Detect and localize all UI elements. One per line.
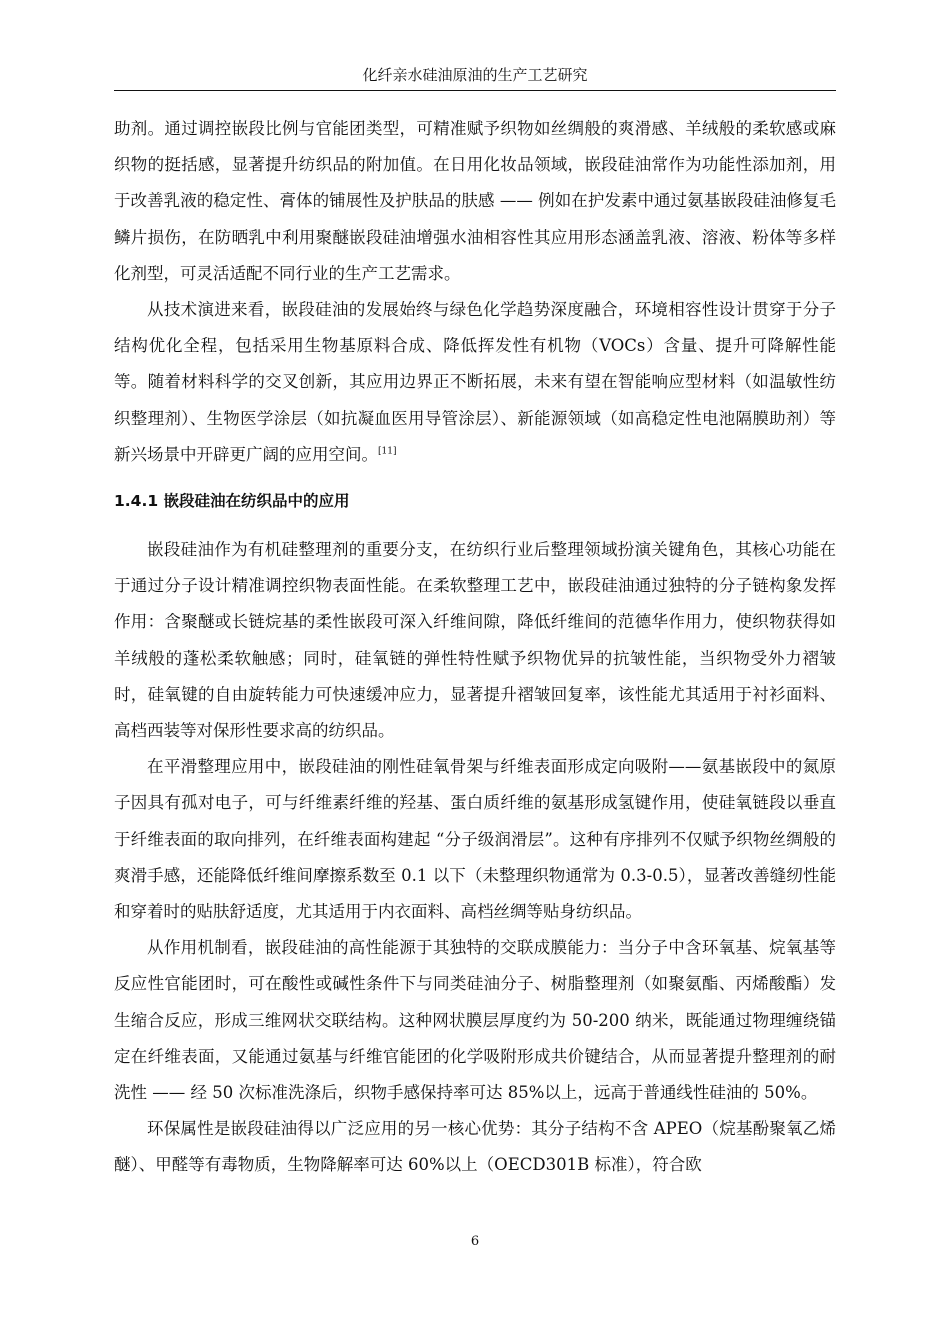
page-body — [114, 111, 836, 1184]
paragraph-text: 从技术演进来看，嵌段硅油的发展始终与绿色化学趋势深度融合，环境相容性设计贯穿于分子结构优化全程，包括采用生物基原料合成、降低挥发性有机物（VOCs）含量、提升可降解性能等。随着材料科学的交叉创新，其应用边界正不断拓展，未来有望在智能响应型材料（如温敏性纺织整理剂）、生物医学涂层（如抗凝血医用导管涂层）、新能源领域（如高稳定性电池隔膜助剂）等新兴场景中开辟更广阔的应用空间。 — [114, 300, 836, 464]
section-heading: 1.4.1 嵌段硅油在纺织品中的应用 — [114, 492, 350, 511]
paragraph-continued: 助剂。通过调控嵌段比例与官能团类型，可精准赋予织物如丝绸般的爽滑感、羊绒般的柔软感或麻织物的挺括感，显著提升纺织品的附加值。在日用化妆品领域，嵌段硅油常作为功能性添加剂，用于改善乳液的稳定性、膏体的铺展性及护肤品的肤感 —— 例如在护发素中通过氨基嵌段硅油修复毛鳞片损伤，在防晒乳中利用聚醚嵌段硅油增强水油相容性其应用形态涵盖乳液、溶液、粉体等多样化剂型，可灵活适配不同行业的生产工艺需求。 — [114, 119, 836, 283]
paragraph-smoothing: 在平滑整理应用中，嵌段硅油的刚性硅氧骨架与纤维表面形成定向吸附——氨基嵌段中的氮原子因具有孤对电子，可与纤维素纤维的羟基、蛋白质纤维的氨基形成氢键作用，使硅氧链段以垂直于纤维表面的取向排列，在纤维表面构建起 “分子级润滑层”。这种有序排列不仅赋予织物丝绸般的爽滑手感，还能降低纤维间摩擦系数至 0.1 以下（未整理织物通常为 0.3-0.5），显著改善缝纫性能和穿着时的贴肤舒适度，尤其适用于内衣面料、高档丝绸等贴身纺织品。 — [114, 757, 836, 922]
paragraph-environment: 环保属性是嵌段硅油得以广泛应用的另一核心优势：其分子结构不含 APEO（烷基酚聚氧乙烯醚）、甲醛等有毒物质，生物降解率可达 60%以上（OECD301B 标准），符合欧 — [114, 1119, 836, 1175]
header-rule — [114, 90, 836, 91]
paragraph-mechanism: 从作用机制看，嵌段硅油的高性能源于其独特的交联成膜能力：当分子中含环氧基、烷氧基等反应性官能团时，可在酸性或碱性条件下与同类硅油分子、树脂整理剂（如聚氨酯、丙烯酸酯）发生缩合反应，形成三维网状交联结构。这种网状膜层厚度约为 50-200 纳米，既能通过物理缠绕锚定在纤维表面，又能通过氨基与纤维官能团的化学吸附形成共价键结合，从而显著提升整理剂的耐洗性 —— 经 50 次标准洗涤后，织物手感保持率可达 85%以上，远高于普通线性硅油的 50%。 — [114, 938, 836, 1103]
page-number: 6 — [470, 1234, 480, 1249]
citation-marker: [11] — [378, 446, 397, 457]
paragraph-softening: 嵌段硅油作为有机硅整理剂的重要分支，在纺织行业后整理领域扮演关键角色，其核心功能在于通过分子设计精准调控织物表面性能。在柔软整理工艺中，嵌段硅油通过独特的分子链构象发挥作用：含聚醚或长链烷基的柔性嵌段可深入纤维间隙，降低纤维间的范德华作用力，使织物获得如羊绒般的蓬松柔软触感；同时，硅氧链的弹性特性赋予织物优异的抗皱性能，当织物受外力褶皱时，硅氧键的自由旋转能力可快速缓冲应力，显著提升褶皱回复率，该性能尤其适用于衬衫面料、高档西装等对保形性要求高的纺织品。 — [114, 540, 836, 741]
paragraph-tech-evolution — [114, 292, 836, 473]
running-header: 化纤亲水硅油原油的生产工艺研究 — [362, 66, 588, 84]
